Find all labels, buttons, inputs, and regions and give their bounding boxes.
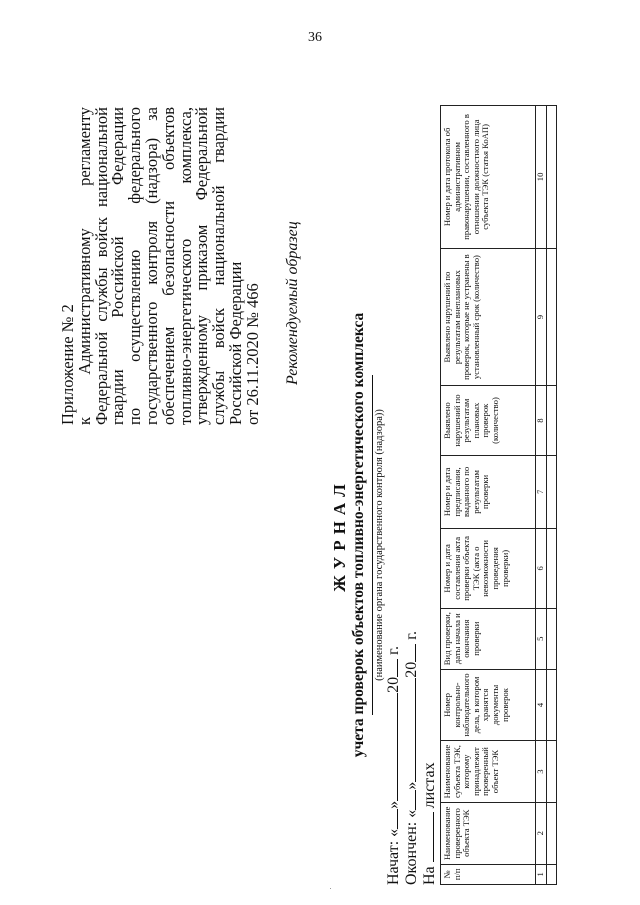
appendix-word: к	[74, 416, 94, 425]
appendix-word: национальной	[91, 107, 111, 208]
header-cell: Вид проверки, даты начала и окончания проверки	[441, 608, 536, 669]
column-number: 7	[536, 455, 547, 528]
column-number: 4	[536, 669, 547, 740]
appendix-word: объектов	[158, 107, 178, 170]
appendix-word: федерального	[125, 107, 145, 204]
table-cell	[546, 386, 556, 455]
appendix-word: от 26.11.2020 № 466	[242, 283, 262, 425]
started-label: Начат: «	[385, 828, 402, 885]
appendix-word: Административному	[74, 228, 94, 375]
appendix-word: Федерации	[108, 107, 128, 185]
appendix-word: регламенту	[74, 107, 94, 186]
column-number: 1	[536, 864, 547, 884]
appendix-word: обеспечением	[158, 326, 178, 425]
column-number: 9	[536, 248, 547, 386]
column-number: 8	[536, 386, 547, 455]
column-number-row	[536, 106, 547, 885]
appendix-word: осуществлению	[125, 249, 145, 362]
sheets-field: На листах	[421, 762, 438, 885]
header-cell: Наименование проверенного объекта ТЭК	[441, 802, 536, 864]
appendix-word: утвержденному	[192, 314, 212, 425]
scan-speck	[330, 888, 331, 889]
appendix-word: контроля	[141, 220, 161, 285]
table-cell	[546, 529, 556, 609]
header-cell: Номер контрольно-наблюдательного дела, в котором хранятся документы проверок	[441, 669, 536, 740]
appendix-word: войск	[209, 308, 229, 349]
table-cell	[546, 106, 556, 249]
organ-caption: (наименование органа государственного контроля (надзора))	[374, 409, 385, 681]
finished-field: Окончен: «»20 г.	[403, 631, 420, 885]
appendix-word: Российской Федерации	[225, 261, 245, 425]
appendix-word: по	[125, 407, 145, 425]
header-cell: Наименование субъекта ТЭК, которому принадлежит проверенный объект ТЭК	[441, 741, 536, 803]
appendix-word: за	[141, 107, 161, 121]
header-cell: Номер и дата протокола об административном правонарушении, составленного в отношении должностного лица субъекта ТЭК (статья КоАП)	[441, 106, 536, 249]
appendix-block	[60, 107, 262, 425]
appendix-word: гвардии	[209, 107, 229, 163]
rotated-page-content	[0, 63, 640, 905]
table-cell	[546, 455, 556, 528]
journal-table	[440, 105, 557, 885]
appendix-word: Российской	[108, 236, 128, 318]
column-number: 6	[536, 529, 547, 609]
column-number: 2	[536, 802, 547, 864]
table-header-row	[441, 106, 536, 885]
header-cell: № п/п	[441, 864, 536, 884]
table-cell	[546, 864, 556, 884]
column-number: 10	[536, 106, 547, 249]
table-cell	[546, 802, 556, 864]
journal-title: ЖУРНАЛ	[330, 478, 349, 592]
organ-name-line	[372, 375, 373, 715]
appendix-word: Федеральной	[192, 107, 212, 201]
table-row	[546, 106, 556, 885]
table-cell	[546, 741, 556, 803]
sample-label: Рекомендуемый образец	[284, 221, 301, 385]
appendix-word: топливно-энергетического	[175, 238, 195, 425]
appendix-word: (надзора)	[141, 137, 161, 204]
appendix-line	[242, 107, 262, 425]
column-number: 3	[536, 741, 547, 803]
appendix-word: Приложение № 2	[58, 304, 77, 425]
appendix-word: Федеральной	[91, 331, 111, 425]
appendix-word: гвардии	[108, 369, 128, 425]
table-cell	[546, 248, 556, 386]
appendix-word: государственного	[141, 301, 161, 425]
appendix-word: национальной	[209, 185, 229, 286]
table-cell	[546, 669, 556, 740]
column-number: 5	[536, 608, 547, 669]
header-cell: Выявлено нарушений по результатам плановых проверок (количество)	[441, 386, 536, 455]
appendix-word: службы	[91, 267, 111, 322]
appendix-word: комплекса,	[175, 107, 195, 184]
appendix-word: приказом	[192, 224, 212, 291]
table-cell	[546, 608, 556, 669]
header-cell: Выявлено нарушений по результатам внеплановых проверок, которые не устранены в установленный срок (количество)	[441, 248, 536, 386]
header-cell: Номер и дата составления акта проверки объекта ТЭК (акта о невозможности проведения проверки)	[441, 529, 536, 609]
journal-subtitle: учета проверок объектов топливно-энергетического комплекса	[350, 312, 367, 758]
started-field: Начат: «»20 г.	[385, 646, 402, 885]
appendix-word: безопасности	[158, 200, 178, 296]
appendix-word: службы	[209, 370, 229, 425]
appendix-word: войск	[91, 217, 111, 258]
header-cell: Номер и дата предписания, выданного по результатам проверки	[441, 455, 536, 528]
finished-label: Окончен: «	[403, 809, 420, 885]
page-number: 36	[308, 30, 322, 45]
